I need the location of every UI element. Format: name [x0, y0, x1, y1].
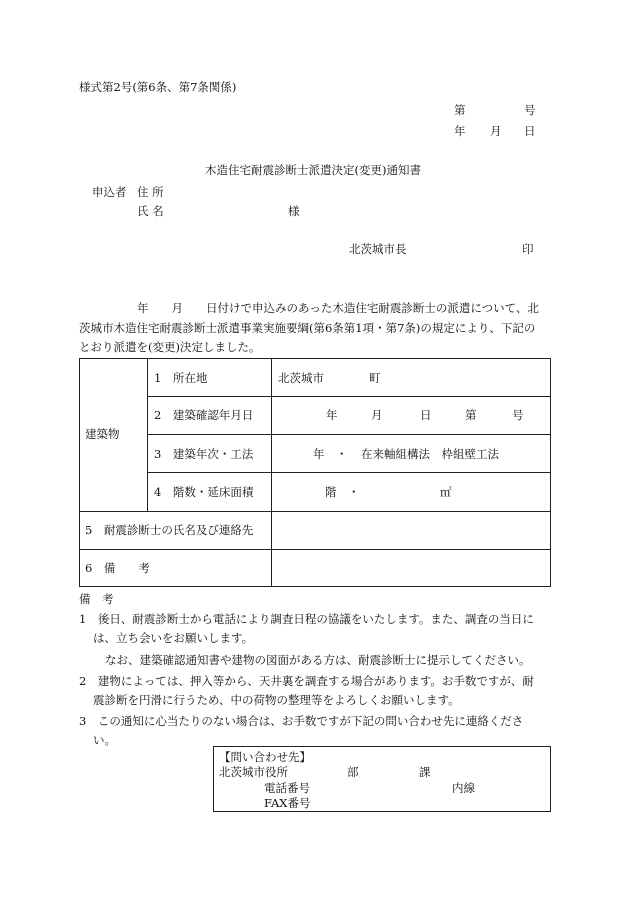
note-line: い。	[93, 733, 116, 747]
name-label: 氏 名	[137, 204, 164, 218]
note-line: 震診断を円滑に行うため、中の荷物の整理等をよろしくお願いします。	[93, 693, 460, 707]
applicant-label: 申込者	[92, 185, 127, 199]
date-day: 日	[524, 124, 536, 138]
row-label-remarks: 6 備 考	[85, 561, 150, 575]
table-rule	[80, 549, 550, 550]
contact-dept: 部	[347, 765, 359, 779]
note-line: なお、建築確認通知書や建物の図面がある方は、耐震診断士に提示してください。	[105, 653, 531, 667]
row-label-location: 1 所在地	[154, 371, 208, 385]
seal-mark: 印	[522, 242, 534, 256]
body-line-2: 茨城市木造住宅耐震診断士派遣事業実施要綱(第6条第1項・第7条)の規定により、下記の	[79, 321, 536, 335]
doc-number-suffix: 号	[524, 103, 536, 117]
area-unit: ㎡	[440, 485, 452, 499]
confirm-no-prefix: 第	[465, 408, 477, 422]
contact-fax-label: FAX番号	[264, 796, 311, 810]
address-label: 住 所	[137, 185, 164, 199]
row-label-floors: 4 階数・延床面積	[154, 485, 254, 499]
contact-phone-label: 電話番号	[264, 781, 310, 795]
confirm-month: 月	[371, 408, 383, 422]
body-line-1: 年 月 日付けで申込みのあった木造住宅耐震診断士の派遣について、北	[137, 301, 539, 315]
contact-office: 北茨城市役所	[219, 765, 288, 779]
table-rule	[147, 472, 550, 473]
note-line: 2 建物によっては、押入等から、天井裏を調査する場合があります。お手数ですが、耐	[79, 674, 534, 688]
confirm-year: 年	[326, 408, 338, 422]
note-line: 1 後日、耐震診断士から電話により調査日程の協議をいたします。また、調査の当日に	[79, 612, 534, 626]
document-title: 木造住宅耐震診断士派遣決定(変更)通知書	[205, 163, 421, 177]
build-method: 在来軸組構法 枠組壁工法	[361, 447, 499, 461]
build-year: 年 ・	[313, 447, 348, 461]
floors-value: 階 ・	[325, 485, 360, 499]
issuer-name: 北茨城市長	[349, 242, 407, 256]
group-label-building: 建築物	[85, 427, 120, 441]
confirm-no-suffix: 号	[512, 408, 524, 422]
note-line: は、立ち会いをお願いします。	[93, 631, 254, 645]
row-label-confirm-date: 2 建築確認年月日	[154, 408, 254, 422]
contact-box	[213, 746, 551, 812]
contact-section: 課	[419, 765, 431, 779]
table-rule	[147, 396, 550, 397]
notes-heading: 備 考	[79, 592, 114, 606]
location-town: 町	[369, 371, 381, 385]
date-month: 月	[490, 124, 502, 138]
honorific: 様	[288, 204, 300, 218]
row-label-inspector: 5 耐震診断士の氏名及び連絡先	[85, 523, 254, 537]
table-rule	[147, 434, 550, 435]
note-line: 3 この通知に心当たりのない場合は、お手数ですが下記の問い合わせ先に連絡くださ	[79, 714, 524, 728]
building-info-table	[79, 358, 551, 587]
table-rule	[80, 511, 550, 512]
confirm-day: 日	[420, 408, 432, 422]
row-label-build-year: 3 建築年次・工法	[154, 447, 254, 461]
body-line-3: とおり派遣を(変更)決定しました。	[79, 340, 261, 354]
table-divider	[147, 359, 148, 511]
form-number: 様式第2号(第6条、第7条関係)	[79, 80, 237, 94]
contact-heading: 【問い合わせ先】	[219, 750, 311, 764]
date-year: 年	[454, 124, 466, 138]
doc-number-prefix: 第	[454, 103, 466, 117]
contact-extension: 内線	[452, 781, 475, 795]
location-city: 北茨城市	[278, 371, 324, 385]
